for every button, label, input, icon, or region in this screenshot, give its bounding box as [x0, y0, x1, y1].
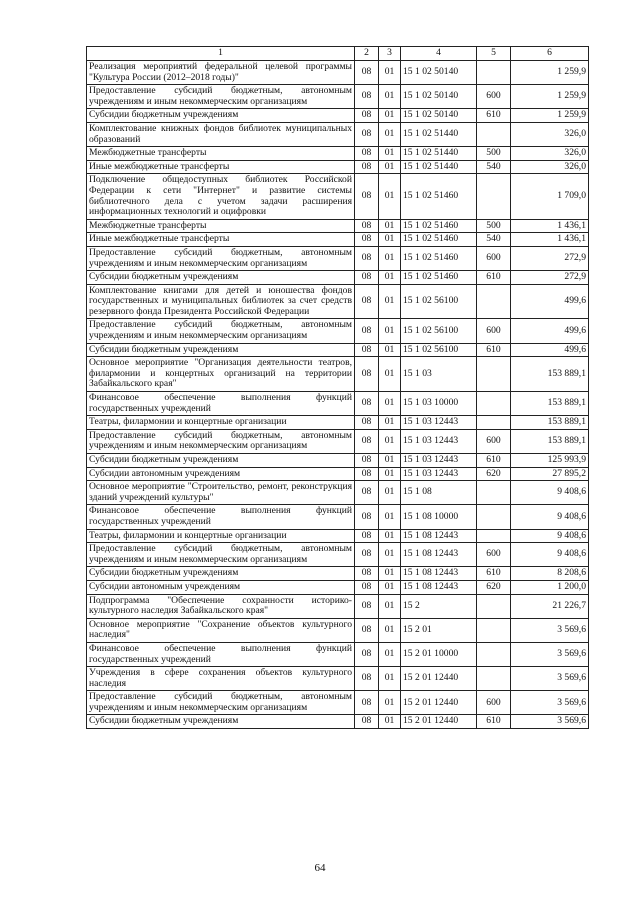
document-page: [86, 46, 588, 729]
amount-cell: 8 208,6: [511, 567, 589, 581]
column-header: 6: [511, 47, 589, 61]
subsection-code-cell: 01: [379, 147, 401, 161]
amount-cell: 153 889,1: [511, 429, 589, 453]
table-row: [87, 454, 589, 468]
target-article-code-cell: 15 1 03: [401, 357, 477, 392]
amount-cell: 1 259,9: [511, 61, 589, 85]
expense-type-code-cell: 610: [477, 109, 511, 123]
section-code-cell: 08: [355, 61, 379, 85]
table-row: [87, 416, 589, 430]
column-header: 1: [87, 47, 355, 61]
section-code-cell: 08: [355, 122, 379, 146]
section-code-cell: 08: [355, 467, 379, 481]
table-row: [87, 174, 589, 219]
subsection-code-cell: 01: [379, 715, 401, 729]
expense-type-code-cell: 600: [477, 319, 511, 343]
table-row: [87, 343, 589, 357]
section-code-cell: 08: [355, 160, 379, 174]
subsection-code-cell: 01: [379, 580, 401, 594]
amount-cell: 9 408,6: [511, 481, 589, 505]
amount-cell: 3 569,6: [511, 715, 589, 729]
row-name-cell: Комплектование книгами для детей и юношества фондов государственных и муниципальных библиотек за счет средств резервного фонда Президента Российской Федерации: [87, 284, 355, 319]
target-article-code-cell: 15 1 08 12443: [401, 580, 477, 594]
row-name-cell: Субсидии бюджетным учреждениям: [87, 109, 355, 123]
row-name-cell: Межбюджетные трансферты: [87, 147, 355, 161]
subsection-code-cell: 01: [379, 505, 401, 529]
section-code-cell: 08: [355, 271, 379, 285]
target-article-code-cell: 15 2: [401, 594, 477, 618]
expense-type-code-cell: 500: [477, 219, 511, 233]
expense-type-code-cell: [477, 284, 511, 319]
row-name-cell: Иные межбюджетные трансферты: [87, 160, 355, 174]
row-name-cell: Предоставление субсидий бюджетным, автономным учреждениям и иным некоммерческим организациям: [87, 429, 355, 453]
table-row: [87, 543, 589, 567]
subsection-code-cell: 01: [379, 85, 401, 109]
column-header: 5: [477, 47, 511, 61]
section-code-cell: 08: [355, 691, 379, 715]
amount-cell: 3 569,6: [511, 642, 589, 666]
column-header: 4: [401, 47, 477, 61]
section-code-cell: 08: [355, 246, 379, 270]
target-article-code-cell: 15 1 02 51460: [401, 174, 477, 219]
expense-type-code-cell: [477, 642, 511, 666]
subsection-code-cell: 01: [379, 246, 401, 270]
amount-cell: 1 259,9: [511, 109, 589, 123]
table-row: [87, 61, 589, 85]
target-article-code-cell: 15 1 02 51460: [401, 219, 477, 233]
target-article-code-cell: 15 1 08 12443: [401, 529, 477, 543]
target-article-code-cell: 15 2 01: [401, 618, 477, 642]
row-name-cell: Субсидии бюджетным учреждениям: [87, 343, 355, 357]
section-code-cell: 08: [355, 357, 379, 392]
table-row: [87, 691, 589, 715]
section-code-cell: 08: [355, 174, 379, 219]
amount-cell: 1 436,1: [511, 219, 589, 233]
subsection-code-cell: 01: [379, 174, 401, 219]
expense-type-code-cell: 540: [477, 233, 511, 247]
subsection-code-cell: 01: [379, 416, 401, 430]
expense-type-code-cell: 610: [477, 567, 511, 581]
table-row: [87, 109, 589, 123]
amount-cell: 1 200,0: [511, 580, 589, 594]
section-code-cell: 08: [355, 618, 379, 642]
table-row: [87, 233, 589, 247]
target-article-code-cell: 15 2 01 12440: [401, 715, 477, 729]
target-article-code-cell: 15 1 03 12443: [401, 454, 477, 468]
table-row: [87, 429, 589, 453]
target-article-code-cell: 15 1 02 51440: [401, 147, 477, 161]
section-code-cell: 08: [355, 392, 379, 416]
amount-cell: 272,9: [511, 246, 589, 270]
amount-cell: 499,6: [511, 284, 589, 319]
section-code-cell: 08: [355, 580, 379, 594]
section-code-cell: 08: [355, 147, 379, 161]
amount-cell: 9 408,6: [511, 543, 589, 567]
budget-table: [86, 46, 589, 729]
amount-cell: 9 408,6: [511, 505, 589, 529]
subsection-code-cell: 01: [379, 160, 401, 174]
table-row: [87, 481, 589, 505]
row-name-cell: Учреждения в сфере сохранения объектов культурного наследия: [87, 667, 355, 691]
subsection-code-cell: 01: [379, 454, 401, 468]
section-code-cell: 08: [355, 481, 379, 505]
target-article-code-cell: 15 1 08 10000: [401, 505, 477, 529]
amount-cell: 125 993,9: [511, 454, 589, 468]
table-row: [87, 160, 589, 174]
section-code-cell: 08: [355, 567, 379, 581]
row-name-cell: Межбюджетные трансферты: [87, 219, 355, 233]
expense-type-code-cell: 610: [477, 715, 511, 729]
target-article-code-cell: 15 1 02 50140: [401, 85, 477, 109]
table-row: [87, 594, 589, 618]
subsection-code-cell: 01: [379, 481, 401, 505]
section-code-cell: 08: [355, 284, 379, 319]
subsection-code-cell: 01: [379, 691, 401, 715]
section-code-cell: 08: [355, 667, 379, 691]
row-name-cell: Комплектование книжных фондов библиотек муниципальных образований: [87, 122, 355, 146]
amount-cell: 21 226,7: [511, 594, 589, 618]
target-article-code-cell: 15 1 03 12443: [401, 467, 477, 481]
table-header: [87, 47, 589, 61]
expense-type-code-cell: [477, 416, 511, 430]
row-name-cell: Предоставление субсидий бюджетным, автономным учреждениям и иным некоммерческим организациям: [87, 691, 355, 715]
header-row: [87, 47, 589, 61]
table-row: [87, 85, 589, 109]
subsection-code-cell: 01: [379, 429, 401, 453]
expense-type-code-cell: 610: [477, 454, 511, 468]
target-article-code-cell: 15 1 03 12443: [401, 429, 477, 453]
expense-type-code-cell: 600: [477, 429, 511, 453]
target-article-code-cell: 15 1 08: [401, 481, 477, 505]
amount-cell: 1 259,9: [511, 85, 589, 109]
table-row: [87, 642, 589, 666]
target-article-code-cell: 15 1 02 51440: [401, 160, 477, 174]
subsection-code-cell: 01: [379, 467, 401, 481]
subsection-code-cell: 01: [379, 567, 401, 581]
target-article-code-cell: 15 1 02 56100: [401, 319, 477, 343]
section-code-cell: 08: [355, 429, 379, 453]
amount-cell: 9 408,6: [511, 529, 589, 543]
expense-type-code-cell: 600: [477, 85, 511, 109]
amount-cell: 3 569,6: [511, 618, 589, 642]
subsection-code-cell: 01: [379, 594, 401, 618]
section-code-cell: 08: [355, 715, 379, 729]
expense-type-code-cell: [477, 594, 511, 618]
row-name-cell: Предоставление субсидий бюджетным, автономным учреждениям и иным некоммерческим организациям: [87, 543, 355, 567]
expense-type-code-cell: [477, 505, 511, 529]
section-code-cell: 08: [355, 543, 379, 567]
target-article-code-cell: 15 1 08 12443: [401, 543, 477, 567]
amount-cell: 499,6: [511, 343, 589, 357]
section-code-cell: 08: [355, 219, 379, 233]
subsection-code-cell: 01: [379, 233, 401, 247]
expense-type-code-cell: 600: [477, 691, 511, 715]
subsection-code-cell: 01: [379, 284, 401, 319]
subsection-code-cell: 01: [379, 109, 401, 123]
target-article-code-cell: 15 1 02 51440: [401, 122, 477, 146]
table-row: [87, 357, 589, 392]
target-article-code-cell: 15 1 02 51460: [401, 271, 477, 285]
section-code-cell: 08: [355, 85, 379, 109]
table-row: [87, 715, 589, 729]
row-name-cell: Подключение общедоступных библиотек Российской Федерации к сети "Интернет" и развитие системы библиотечного дела с учетом задачи расширения информационных технологий и оцифровки: [87, 174, 355, 219]
row-name-cell: Субсидии автономным учреждениям: [87, 467, 355, 481]
subsection-code-cell: 01: [379, 271, 401, 285]
row-name-cell: Подпрограмма "Обеспечение сохранности историко-культурного наследия Забайкальского края": [87, 594, 355, 618]
target-article-code-cell: 15 1 02 51460: [401, 233, 477, 247]
target-article-code-cell: 15 1 03 12443: [401, 416, 477, 430]
amount-cell: 272,9: [511, 271, 589, 285]
section-code-cell: 08: [355, 319, 379, 343]
table-row: [87, 618, 589, 642]
table-row: [87, 284, 589, 319]
expense-type-code-cell: 500: [477, 147, 511, 161]
expense-type-code-cell: [477, 667, 511, 691]
expense-type-code-cell: [477, 392, 511, 416]
target-article-code-cell: 15 1 03 10000: [401, 392, 477, 416]
target-article-code-cell: 15 2 01 10000: [401, 642, 477, 666]
subsection-code-cell: 01: [379, 319, 401, 343]
expense-type-code-cell: 610: [477, 271, 511, 285]
target-article-code-cell: 15 1 02 50140: [401, 109, 477, 123]
target-article-code-cell: 15 1 02 56100: [401, 343, 477, 357]
expense-type-code-cell: [477, 481, 511, 505]
subsection-code-cell: 01: [379, 357, 401, 392]
section-code-cell: 08: [355, 642, 379, 666]
row-name-cell: Театры, филармонии и концертные организации: [87, 416, 355, 430]
table-row: [87, 271, 589, 285]
column-header: 3: [379, 47, 401, 61]
row-name-cell: Субсидии бюджетным учреждениям: [87, 454, 355, 468]
expense-type-code-cell: [477, 357, 511, 392]
section-code-cell: 08: [355, 529, 379, 543]
subsection-code-cell: 01: [379, 392, 401, 416]
target-article-code-cell: 15 1 02 51460: [401, 246, 477, 270]
row-name-cell: Субсидии бюджетным учреждениям: [87, 715, 355, 729]
expense-type-code-cell: 620: [477, 580, 511, 594]
row-name-cell: Финансовое обеспечение выполнения функций государственных учреждений: [87, 392, 355, 416]
amount-cell: 1 436,1: [511, 233, 589, 247]
subsection-code-cell: 01: [379, 61, 401, 85]
target-article-code-cell: 15 2 01 12440: [401, 667, 477, 691]
expense-type-code-cell: 610: [477, 343, 511, 357]
table-row: [87, 392, 589, 416]
table-row: [87, 147, 589, 161]
subsection-code-cell: 01: [379, 343, 401, 357]
expense-type-code-cell: 600: [477, 246, 511, 270]
subsection-code-cell: 01: [379, 642, 401, 666]
row-name-cell: Субсидии автономным учреждениям: [87, 580, 355, 594]
table-row: [87, 529, 589, 543]
expense-type-code-cell: 620: [477, 467, 511, 481]
table-row: [87, 319, 589, 343]
target-article-code-cell: 15 2 01 12440: [401, 691, 477, 715]
row-name-cell: Основное мероприятие "Сохранение объектов культурного наследия": [87, 618, 355, 642]
expense-type-code-cell: [477, 61, 511, 85]
table-row: [87, 246, 589, 270]
row-name-cell: Финансовое обеспечение выполнения функций государственных учреждений: [87, 642, 355, 666]
target-article-code-cell: 15 1 02 50140: [401, 61, 477, 85]
amount-cell: 499,6: [511, 319, 589, 343]
expense-type-code-cell: 540: [477, 160, 511, 174]
row-name-cell: Реализация мероприятий федеральной целевой программы "Культура России (2012–2018 годы)": [87, 61, 355, 85]
row-name-cell: Предоставление субсидий бюджетным, автономным учреждениям и иным некоммерческим организациям: [87, 319, 355, 343]
row-name-cell: Театры, филармонии и концертные организации: [87, 529, 355, 543]
expense-type-code-cell: [477, 618, 511, 642]
expense-type-code-cell: [477, 174, 511, 219]
expense-type-code-cell: [477, 529, 511, 543]
section-code-cell: 08: [355, 454, 379, 468]
amount-cell: 27 895,2: [511, 467, 589, 481]
subsection-code-cell: 01: [379, 219, 401, 233]
amount-cell: 3 569,6: [511, 667, 589, 691]
column-header: 2: [355, 47, 379, 61]
amount-cell: 326,0: [511, 122, 589, 146]
section-code-cell: 08: [355, 594, 379, 618]
row-name-cell: Предоставление субсидий бюджетным, автономным учреждениям и иным некоммерческим организациям: [87, 246, 355, 270]
amount-cell: 153 889,1: [511, 357, 589, 392]
row-name-cell: Иные межбюджетные трансферты: [87, 233, 355, 247]
row-name-cell: Предоставление субсидий бюджетным, автономным учреждениям и иным некоммерческим организациям: [87, 85, 355, 109]
subsection-code-cell: 01: [379, 529, 401, 543]
subsection-code-cell: 01: [379, 618, 401, 642]
row-name-cell: Основное мероприятие "Строительство, ремонт, реконструкция зданий учреждений культуры": [87, 481, 355, 505]
table-row: [87, 580, 589, 594]
amount-cell: 326,0: [511, 147, 589, 161]
expense-type-code-cell: [477, 122, 511, 146]
table-row: [87, 667, 589, 691]
expense-type-code-cell: 600: [477, 543, 511, 567]
table-row: [87, 505, 589, 529]
subsection-code-cell: 01: [379, 543, 401, 567]
section-code-cell: 08: [355, 233, 379, 247]
subsection-code-cell: 01: [379, 122, 401, 146]
section-code-cell: 08: [355, 343, 379, 357]
amount-cell: 1 709,0: [511, 174, 589, 219]
amount-cell: 153 889,1: [511, 392, 589, 416]
table-row: [87, 467, 589, 481]
section-code-cell: 08: [355, 505, 379, 529]
table-row: [87, 567, 589, 581]
row-name-cell: Субсидии бюджетным учреждениям: [87, 567, 355, 581]
table-body: [87, 61, 589, 729]
amount-cell: 3 569,6: [511, 691, 589, 715]
section-code-cell: 08: [355, 109, 379, 123]
table-row: [87, 219, 589, 233]
row-name-cell: Финансовое обеспечение выполнения функций государственных учреждений: [87, 505, 355, 529]
target-article-code-cell: 15 1 02 56100: [401, 284, 477, 319]
section-code-cell: 08: [355, 416, 379, 430]
amount-cell: 326,0: [511, 160, 589, 174]
target-article-code-cell: 15 1 08 12443: [401, 567, 477, 581]
table-row: [87, 122, 589, 146]
amount-cell: 153 889,1: [511, 416, 589, 430]
subsection-code-cell: 01: [379, 667, 401, 691]
page-number: 64: [314, 862, 326, 874]
row-name-cell: Субсидии бюджетным учреждениям: [87, 271, 355, 285]
row-name-cell: Основное мероприятие "Организация деятельности театров, филармонии и концертных организаций на территории Забайкальского края": [87, 357, 355, 392]
